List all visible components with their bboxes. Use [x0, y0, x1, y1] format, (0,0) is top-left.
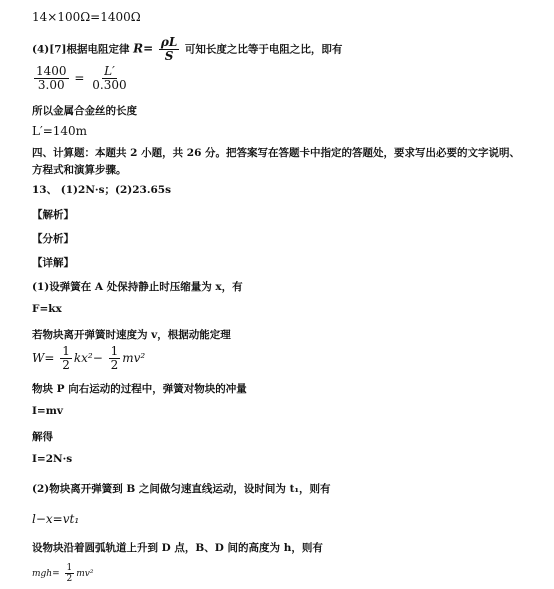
half-numerator: 1 [62, 344, 70, 358]
detailed-solution-tag: 【详解】 [32, 257, 74, 269]
impulse-result: I=2N·s [32, 453, 73, 465]
resistance-equation: 14×100Ω=1400Ω [32, 10, 141, 24]
part2-intro: (2)物块离开弹簧到 B 之间做匀速直线运动，设时间为 t₁，则有 [32, 483, 331, 495]
kinetic-energy-rhs: mv² [76, 569, 94, 579]
s-denominator: S [164, 49, 174, 63]
impulse-text: 物块 P 向右运动的过程中，弹簧对物块的冲量 [32, 383, 247, 395]
ratio-fraction-left [34, 65, 69, 92]
analysis-tag: 【解析】 [32, 209, 74, 221]
work-energy-text: 若物块离开弹簧时速度为 v，根据动能定理 [32, 329, 231, 341]
impulse-equation: I=mv [32, 405, 63, 417]
half-numerator: 1 [110, 344, 119, 358]
rho-l-numerator: ρL [160, 35, 178, 49]
energy-conservation-equation [32, 563, 93, 584]
half-fraction-1 [60, 345, 72, 372]
formula-r: R [133, 41, 144, 56]
length-statement: 所以金属合金丝的长度 [32, 105, 137, 117]
part1-intro: (1)设弹簧在 A 处保持静止时压缩量为 x，有 [32, 281, 243, 293]
hooke-law: F=kx [32, 303, 62, 315]
question-13-answer: 13、 (1)2N·s；(2)23.65s [32, 184, 172, 196]
work-lhs: W= [32, 351, 55, 365]
section-heading: 四、计算题：本题共 2 小题，共 26 分。把答案写在答题卡中指定的答题处，要求写出必要的文字说明、方程式和演算步骤。 [32, 147, 521, 176]
half-denominator: 2 [66, 574, 73, 584]
ratio-numerator-left: 1400 [36, 64, 67, 78]
half-denominator: 2 [62, 358, 70, 372]
resistance-law-line: (4)[7]根据电阻定律 R= $\frac{\rho L}{S}$ 可知长度之比等于电阻之比，即有 [32, 35, 343, 63]
resistance-law-intro: (4)[7]根据电阻定律 [32, 43, 130, 56]
kinetic-energy-term: mv² [122, 351, 146, 365]
ratio-denominator-right: 0.300 [92, 78, 127, 92]
half-fraction-2 [109, 345, 121, 372]
arc-motion-text: 设物块沿着圆弧轨道上升到 D 点，B、D 间的高度为 h，则有 [32, 542, 323, 554]
work-energy-equation [32, 345, 145, 372]
potential-energy-lhs: mgh= [32, 569, 60, 579]
solve-label: 解得 [32, 431, 53, 443]
ratio-numerator-right: L′ [104, 64, 115, 78]
breakdown-tag: 【分析】 [32, 233, 74, 245]
length-result: L′=140m [32, 124, 88, 138]
ratio-denominator-left: 3.00 [37, 78, 65, 92]
half-denominator: 2 [110, 358, 119, 372]
ratio-fraction-right [90, 65, 128, 92]
resistance-law-conclusion: 可知长度之比等于电阻之比，即有 [184, 43, 343, 56]
uniform-motion-equation: l−x=vt₁ [32, 512, 80, 526]
rho-l-over-s-fraction [159, 36, 179, 63]
half-fraction-3 [65, 563, 75, 584]
ratio-equation: $\frac{1400}{3.00}$ = $\frac{L'}{0.300}$ [36, 64, 127, 92]
spring-energy-term: kx²− [73, 351, 103, 365]
half-numerator: 1 [66, 563, 73, 573]
